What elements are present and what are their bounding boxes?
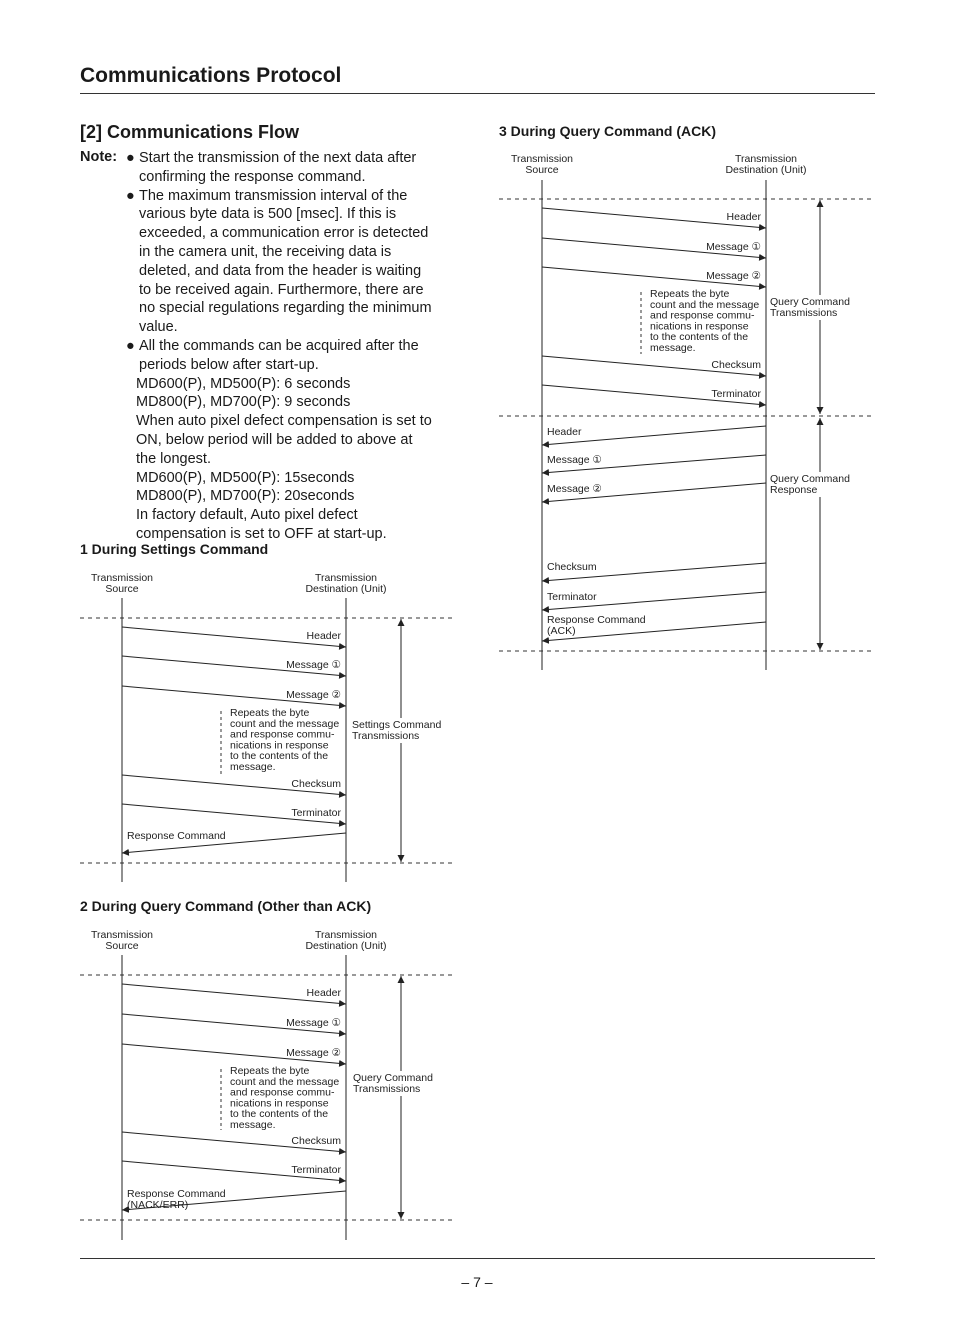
source-label: Transmission Source: [510, 153, 574, 176]
note-line: the longest.: [136, 450, 211, 467]
note-line: confirming the response command.: [139, 168, 366, 185]
send-arrow-label: Message ①: [286, 659, 341, 671]
sequence-diagram-2: [80, 929, 456, 1240]
bullet-icon: ●: [126, 187, 135, 204]
bracket-label: Query Command Response: [770, 473, 850, 496]
response-arrow-label: Response Command (ACK): [547, 614, 646, 637]
note-line: various byte data is 500 [msec]. If this is: [139, 206, 397, 223]
send-arrow-label: Terminator: [711, 388, 761, 400]
note-line: no special regulations regarding the minimum: [139, 300, 432, 317]
note-line: The maximum transmission interval of the: [139, 187, 408, 204]
sequence-diagram-3: [499, 153, 875, 670]
diagram-3-title: 3 During Query Command (ACK): [499, 123, 717, 139]
send-arrow-label: Header: [726, 211, 761, 223]
repeat-note: Repeats the byte count and the message and response commu-nications in response to the contents of the message.: [230, 1065, 340, 1131]
note-line: MD800(P), MD700(P): 20seconds: [136, 488, 355, 505]
source-label: Transmission Source: [90, 572, 154, 595]
send-arrow-label: Message ②: [706, 270, 761, 282]
note-line: periods below after start-up.: [139, 356, 319, 373]
bracket-label: Query Command Transmissions: [353, 1072, 433, 1095]
note-line: Start the transmission of the next data after: [139, 150, 417, 166]
diagram-1-title: 1 During Settings Command: [80, 541, 269, 557]
bullet-icon: ●: [126, 337, 135, 354]
destination-label: Transmission Destination (Unit): [305, 929, 387, 952]
page-number: – 7 –: [461, 1274, 493, 1290]
response-arrow-label: Message ②: [547, 483, 602, 495]
response-arrow-label: Checksum: [547, 561, 597, 573]
send-arrow-label: Terminator: [291, 807, 341, 819]
source-label: Transmission Source: [90, 929, 154, 952]
diagram-2-title: 2 During Query Command (Other than ACK): [80, 898, 372, 914]
bullet-icon: ●: [126, 150, 135, 166]
send-arrow-label: Checksum: [291, 778, 341, 790]
note-line: MD600(P), MD500(P): 6 seconds: [136, 375, 351, 392]
bracket-label: Settings Command Transmissions: [352, 719, 442, 742]
send-arrow-label: Header: [306, 630, 341, 642]
repeat-note: Repeats the byte count and the message and response commu-nications in response to the contents of the message.: [230, 707, 340, 773]
response-arrow-label: Response Command (NACK/ERR): [127, 1188, 226, 1211]
response-arrow-label: Response Command: [127, 830, 226, 842]
send-arrow-label: Message ①: [706, 241, 761, 253]
note-line: MD800(P), MD700(P): 9 seconds: [136, 394, 351, 411]
send-arrow-label: Checksum: [711, 359, 761, 371]
note-line: MD600(P), MD500(P): 15seconds: [136, 469, 355, 486]
send-arrow-label: Message ②: [286, 1047, 341, 1059]
note-line: exceeded, a communication error is detected: [139, 225, 429, 242]
note-line: in the camera unit, the receiving data is: [139, 243, 392, 260]
send-arrow-label: Checksum: [291, 1135, 341, 1147]
note-label: Note:: [80, 149, 118, 165]
response-arrow-label: Message ①: [547, 454, 602, 466]
footer-rule: [80, 1258, 875, 1259]
note-line: deleted, and data from the header is waiting: [139, 262, 422, 279]
note-line: When auto pixel defect compensation is set to: [136, 413, 432, 430]
repeat-note: Repeats the byte count and the message and response commu-nications in response to the contents of the message.: [650, 288, 760, 354]
note-line: compensation is set to OFF at start-up.: [136, 525, 387, 542]
sequence-diagram-1: [80, 572, 456, 882]
note-line: In factory default, Auto pixel defect: [136, 507, 358, 524]
destination-label: Transmission Destination (Unit): [725, 153, 807, 176]
bracket-label: Query Command Transmissions: [770, 296, 850, 319]
send-arrow-label: Header: [306, 987, 341, 999]
destination-label: Transmission Destination (Unit): [305, 572, 387, 595]
send-arrow-label: Message ①: [286, 1017, 341, 1029]
note-line: value.: [139, 319, 178, 336]
page-title: Communications Protocol: [80, 64, 342, 87]
response-arrow-label: Terminator: [547, 591, 597, 603]
note-line: to be received again. Furthermore, there are: [139, 281, 424, 298]
response-arrow-label: Header: [547, 426, 582, 438]
send-arrow-label: Terminator: [291, 1164, 341, 1176]
note-line: All the commands can be acquired after the: [139, 337, 419, 354]
note-line: ON, below period will be added to above at: [136, 431, 413, 448]
send-arrow-label: Message ②: [286, 689, 341, 701]
section-title: [2] Communications Flow: [80, 122, 300, 142]
